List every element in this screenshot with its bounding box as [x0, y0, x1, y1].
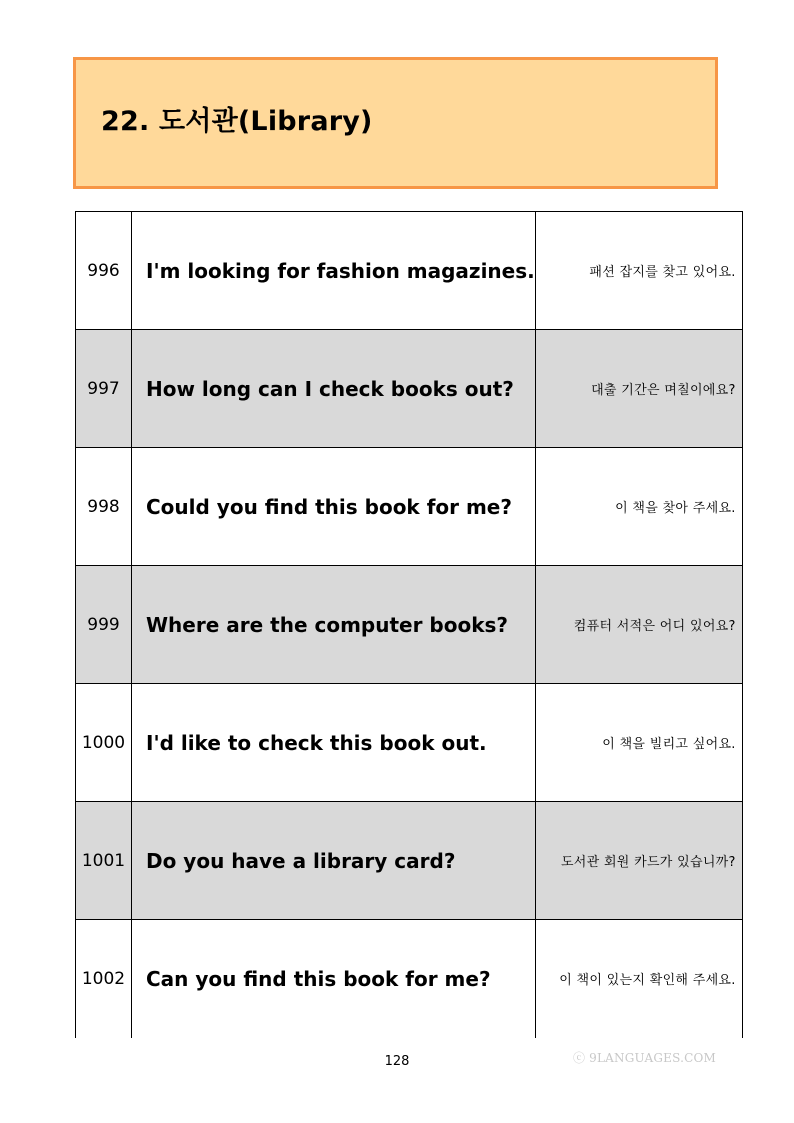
- phrase-number: 999: [76, 566, 132, 684]
- korean-translation: 패션 잡지를 찾고 있어요.: [535, 212, 742, 330]
- korean-translation: 컴퓨터 서적은 어디 있어요?: [535, 566, 742, 684]
- phrase-number: 998: [76, 448, 132, 566]
- english-phrase: Can you find this book for me?: [132, 920, 536, 1038]
- korean-translation: 이 책을 빌리고 싶어요.: [535, 684, 742, 802]
- table-row: [76, 684, 743, 802]
- table-row: [76, 566, 743, 684]
- table-row: [76, 212, 743, 330]
- korean-translation: 대출 기간은 며칠이에요?: [535, 330, 742, 448]
- page-number: 128: [384, 1054, 410, 1069]
- section-title-box: [73, 57, 718, 189]
- english-phrase: Could you find this book for me?: [132, 448, 536, 566]
- korean-translation: 이 책이 있는지 확인해 주세요.: [535, 920, 742, 1038]
- phrase-number: 996: [76, 212, 132, 330]
- phrase-number: 1000: [76, 684, 132, 802]
- english-phrase: I'm looking for fashion magazines.: [132, 212, 536, 330]
- korean-translation: 도서관 회원 카드가 있습니까?: [535, 802, 742, 920]
- english-phrase: Where are the computer books?: [132, 566, 536, 684]
- phrase-number: 1001: [76, 802, 132, 920]
- copyright-notice: ⓒ 9LANGUAGES.COM: [572, 1051, 716, 1065]
- table-row: [76, 330, 743, 448]
- english-phrase: How long can I check books out?: [132, 330, 536, 448]
- table-row: [76, 920, 743, 1038]
- phrase-table: [75, 211, 743, 1038]
- table-row: [76, 802, 743, 920]
- section-title: 22. 도서관(Library): [101, 106, 373, 137]
- table-row: [76, 448, 743, 566]
- korean-translation: 이 책을 찾아 주세요.: [535, 448, 742, 566]
- english-phrase: Do you have a library card?: [132, 802, 536, 920]
- phrase-number: 1002: [76, 920, 132, 1038]
- phrase-number: 997: [76, 330, 132, 448]
- english-phrase: I'd like to check this book out.: [132, 684, 536, 802]
